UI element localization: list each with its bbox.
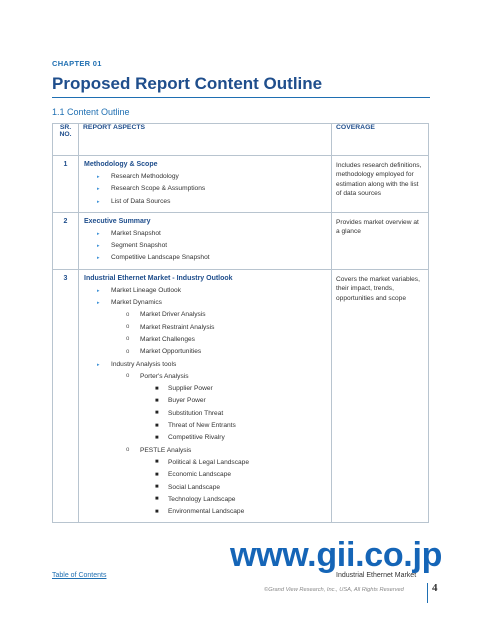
list-item (84, 359, 327, 371)
list-item-text: List of Data Sources (111, 197, 171, 205)
arrow-bullet-icon: ▸ (97, 243, 100, 250)
list-item (84, 171, 327, 183)
list-item-text: Market Opportunities (140, 348, 202, 356)
section-heading: 1.1 Content Outline (52, 107, 130, 117)
table-row (53, 269, 429, 523)
list-item-text: Market Restraint Analysis (140, 323, 215, 331)
list-item-text: Market Snapshot (111, 229, 161, 237)
list-item-text: Competitive Rivalry (168, 434, 225, 442)
list-item-text: Economic Landscape (168, 471, 232, 479)
table-row (53, 156, 429, 213)
square-bullet-icon: ■ (155, 484, 159, 491)
section-title: Industrial Ethernet Market - Industry Outlook (84, 274, 233, 282)
square-bullet-icon: ■ (155, 496, 159, 503)
square-bullet-icon: ■ (155, 459, 159, 466)
copyright-notice: ©Grand View Research, Inc., USA, All Rights Reserved (264, 587, 404, 593)
arrow-bullet-icon: ▸ (97, 287, 100, 294)
list-item (84, 196, 327, 208)
circle-bullet-icon: o (126, 373, 130, 380)
row-report-aspects (79, 269, 332, 523)
arrow-bullet-icon: ▸ (97, 174, 100, 180)
list-item (84, 408, 327, 420)
list-item (84, 420, 327, 432)
list-item-text: Substitution Threat (168, 409, 224, 417)
table-of-contents-link[interactable]: Table of Contents (52, 572, 107, 579)
circle-bullet-icon: o (126, 311, 130, 318)
square-bullet-icon: ■ (155, 422, 159, 429)
row-report-aspects (79, 156, 332, 213)
list-item-text: Environmental Landscape (168, 508, 245, 516)
list-item (84, 252, 327, 264)
page-number: 4 (432, 582, 438, 594)
list-item-text: Industry Analysis tools (111, 360, 177, 368)
table-body (53, 156, 429, 523)
row-sr-number: 3 (53, 269, 79, 523)
circle-bullet-icon: o (126, 447, 130, 454)
list-item-text: Market Dynamics (111, 299, 162, 307)
list-item (84, 383, 327, 395)
table-row (53, 212, 429, 269)
header-coverage: COVERAGE (332, 124, 429, 156)
header-report-aspects: REPORT ASPECTS (79, 124, 332, 156)
row-coverage: Provides market overview at a glance (332, 212, 429, 269)
arrow-bullet-icon: ▸ (97, 198, 100, 205)
list-item (84, 240, 327, 252)
row-coverage: Covers the market variables, their impact, trends, opportunities and scope (332, 269, 429, 523)
aspect-list (84, 171, 327, 208)
list-item-text: Segment Snapshot (111, 242, 168, 250)
list-item-text: PESTLE Analysis (140, 446, 192, 454)
arrow-bullet-icon: ▸ (97, 361, 100, 368)
list-item-text: Research Methodology (111, 173, 179, 180)
list-item (84, 334, 327, 346)
header-sr-no: SR. NO. (53, 124, 79, 156)
list-item (84, 183, 327, 195)
report-name: Industrial Ethernet Market (336, 572, 417, 579)
list-item (84, 228, 327, 240)
title-divider (52, 97, 430, 98)
circle-bullet-icon: o (126, 336, 130, 343)
list-item (84, 445, 327, 457)
list-item-text: Competitive Landscape Snapshot (111, 254, 210, 262)
arrow-bullet-icon: ▸ (97, 255, 100, 262)
aspect-list (84, 285, 327, 519)
list-item (84, 309, 327, 321)
list-item-text: Market Driver Analysis (140, 311, 206, 319)
square-bullet-icon: ■ (155, 397, 159, 404)
square-bullet-icon: ■ (155, 434, 159, 441)
arrow-bullet-icon: ▸ (97, 300, 100, 307)
list-item-text: Research Scope & Assumptions (111, 185, 206, 193)
row-report-aspects (79, 212, 332, 269)
list-item (84, 285, 327, 297)
list-item (84, 432, 327, 444)
list-item (84, 457, 327, 469)
section-title: Executive Summary (84, 217, 151, 225)
list-item-text: Market Challenges (140, 335, 195, 343)
square-bullet-icon: ■ (155, 410, 159, 417)
circle-bullet-icon: o (126, 324, 130, 331)
square-bullet-icon: ■ (155, 508, 159, 515)
row-sr-number: 2 (53, 212, 79, 269)
footer-divider (427, 583, 428, 603)
list-item-text: Social Landscape (168, 483, 221, 491)
row-sr-number: 1 (53, 156, 79, 213)
list-item (84, 322, 327, 334)
list-item-text: Political & Legal Landscape (168, 458, 250, 466)
arrow-bullet-icon: ▸ (97, 230, 100, 237)
square-bullet-icon: ■ (155, 471, 159, 478)
list-item (84, 469, 327, 481)
square-bullet-icon: ■ (155, 385, 159, 392)
content-outline-table (52, 123, 429, 523)
chapter-label: CHAPTER 01 (52, 59, 102, 68)
page-title: Proposed Report Content Outline (52, 74, 323, 93)
list-item (84, 395, 327, 407)
section-title: Methodology & Scope (84, 161, 158, 168)
row-coverage: Includes research definitions, methodology employed for estimation along with the list of data sources (332, 156, 429, 213)
list-item (84, 506, 327, 518)
aspect-list (84, 228, 327, 265)
table-header-row (53, 124, 429, 156)
list-item (84, 494, 327, 506)
list-item-text: Threat of New Entrants (168, 422, 236, 430)
list-item-text: Porter's Analysis (140, 372, 189, 380)
list-item-text: Supplier Power (168, 385, 213, 393)
list-item (84, 297, 327, 309)
list-item (84, 346, 327, 358)
list-item (84, 371, 327, 383)
circle-bullet-icon: o (126, 348, 130, 355)
arrow-bullet-icon: ▸ (97, 186, 100, 193)
list-item-text: Buyer Power (168, 397, 206, 405)
list-item-text: Technology Landscape (168, 495, 236, 503)
watermark: www.gii.co.jp (230, 536, 443, 574)
list-item-text: Market Lineage Outlook (111, 286, 182, 294)
list-item (84, 482, 327, 494)
